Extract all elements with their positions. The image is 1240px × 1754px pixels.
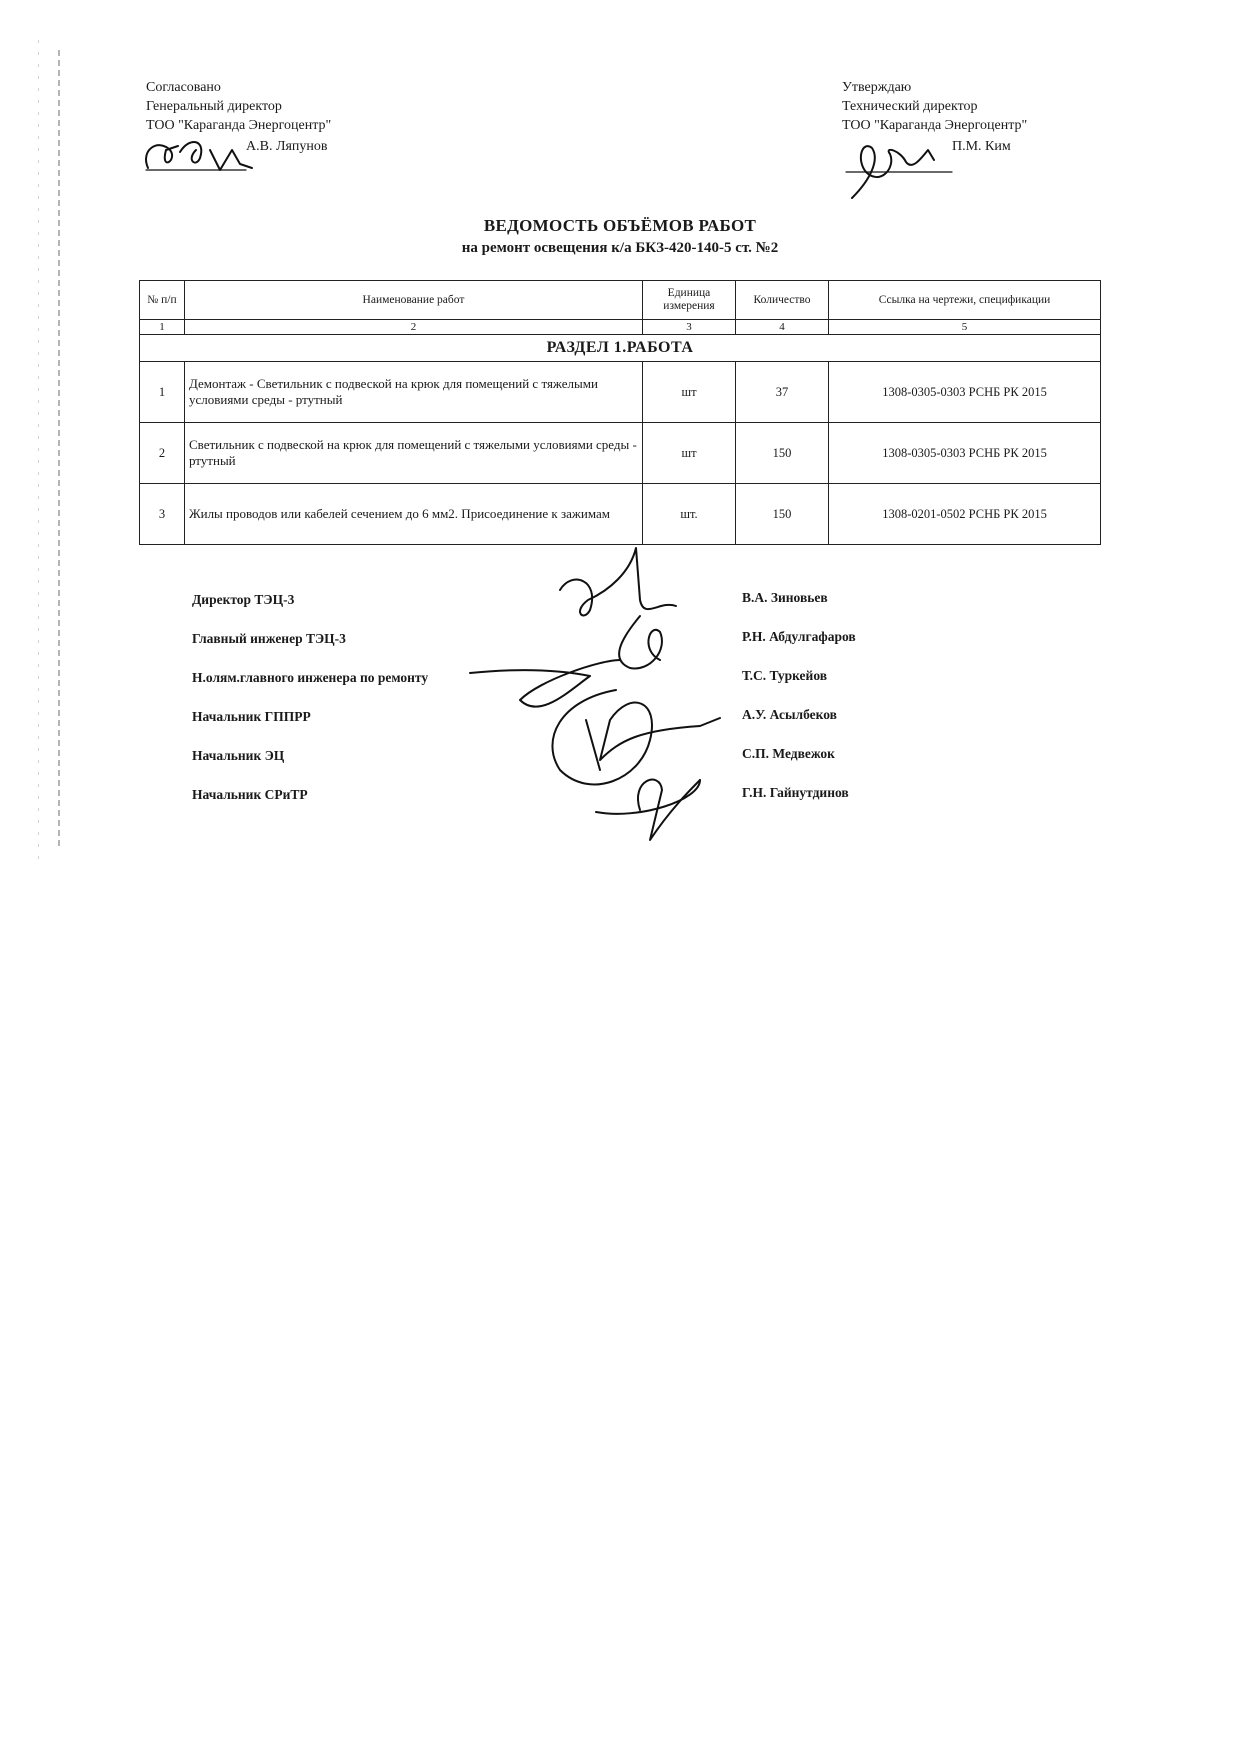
approved-organization: ТОО "Караганда Энергоцентр" <box>842 118 1028 133</box>
signatories-list <box>192 590 428 824</box>
signatory-position: Директор ТЭЦ-3 <box>192 592 295 607</box>
row-quantity: 150 <box>736 484 829 545</box>
row-reference: 1308-0305-0303 РСНБ РК 2015 <box>829 423 1101 484</box>
signatory-position: Начальник ЭЦ <box>192 748 285 763</box>
signature-center <box>619 616 662 668</box>
row-work-name: Жилы проводов или кабелей сечением до 6 мм2. Присоединение к зажимам <box>184 484 642 545</box>
agreed-label: Согласовано <box>146 80 221 95</box>
approved-position: Технический директор <box>842 99 978 114</box>
signature-center <box>586 720 700 814</box>
row-unit: шт. <box>642 484 735 545</box>
column-number: 3 <box>642 320 735 335</box>
signatory-position: Начальник ГППРР <box>192 709 311 724</box>
row-quantity: 150 <box>736 423 829 484</box>
header-reference: Ссылка на чертежи, спецификации <box>829 281 1101 320</box>
column-number: 4 <box>736 320 829 335</box>
approved-block <box>842 78 1027 156</box>
header-unit: Единица измерения <box>642 281 735 320</box>
agreed-position: Генеральный директор <box>146 99 282 114</box>
approved-name: П.М. Ким <box>952 139 1011 154</box>
row-number: 2 <box>140 423 185 484</box>
works-table <box>139 280 1101 545</box>
signatory-name: Р.Н. Абдулгафаров <box>742 629 856 644</box>
column-number-row <box>140 320 1101 335</box>
row-number: 3 <box>140 484 185 545</box>
approved-label: Утверждаю <box>842 80 912 95</box>
document-subtitle: на ремонт освещения к/а БКЗ-420-140-5 ст. №2 <box>461 240 779 256</box>
row-reference: 1308-0201-0502 РСНБ РК 2015 <box>829 484 1101 545</box>
table-row <box>140 362 1101 423</box>
row-work-name: Светильник с подвеской на крюк для помещений с тяжелыми условиями среды - ртутный <box>184 423 642 484</box>
agreed-block <box>146 78 331 156</box>
row-quantity: 37 <box>736 362 829 423</box>
scan-edge-artifact <box>38 40 39 860</box>
signatory-name: Г.Н. Гайнутдинов <box>742 785 849 800</box>
row-number: 1 <box>140 362 185 423</box>
row-reference: 1308-0305-0303 РСНБ РК 2015 <box>829 362 1101 423</box>
document-title: ВЕДОМОСТЬ ОБЪЁМОВ РАБОТ <box>483 216 757 235</box>
section-row <box>140 335 1101 362</box>
signatory-name: Т.С. Туркейов <box>742 668 828 683</box>
signatory-name: А.У. Асылбеков <box>742 707 837 722</box>
header-quantity: Количество <box>736 281 829 320</box>
section-title: РАЗДЕЛ 1.РАБОТА <box>140 335 1101 362</box>
signatory-name: В.А. Зиновьев <box>742 590 828 605</box>
table-row <box>140 484 1101 545</box>
header-number: № п/п <box>140 281 185 320</box>
row-unit: шт <box>642 423 735 484</box>
signatory-position: Главный инженер ТЭЦ-3 <box>192 631 346 646</box>
signature-center <box>552 690 720 784</box>
row-work-name: Демонтаж - Светильник с подвеской на крюк для помещений с тяжелыми условиями среды - ртутный <box>184 362 642 423</box>
column-number: 5 <box>829 320 1101 335</box>
column-number: 1 <box>140 320 185 335</box>
signatory-position: Н.олям.главного инженера по ремонту <box>192 670 429 685</box>
agreed-name: А.В. Ляпунов <box>246 139 328 154</box>
header-work-name: Наименование работ <box>184 281 642 320</box>
table-header-row <box>140 281 1101 320</box>
signatory-name: С.П. Медвежок <box>742 746 835 761</box>
scan-edge-artifact <box>58 50 60 850</box>
signature-center <box>638 780 700 840</box>
column-number: 2 <box>184 320 642 335</box>
signatory-position: Начальник СРиТР <box>192 787 308 802</box>
signature-center <box>560 548 676 615</box>
agreed-organization: ТОО "Караганда Энергоцентр" <box>146 118 332 133</box>
signature-center <box>470 660 620 707</box>
table-row <box>140 423 1101 484</box>
row-unit: шт <box>642 362 735 423</box>
